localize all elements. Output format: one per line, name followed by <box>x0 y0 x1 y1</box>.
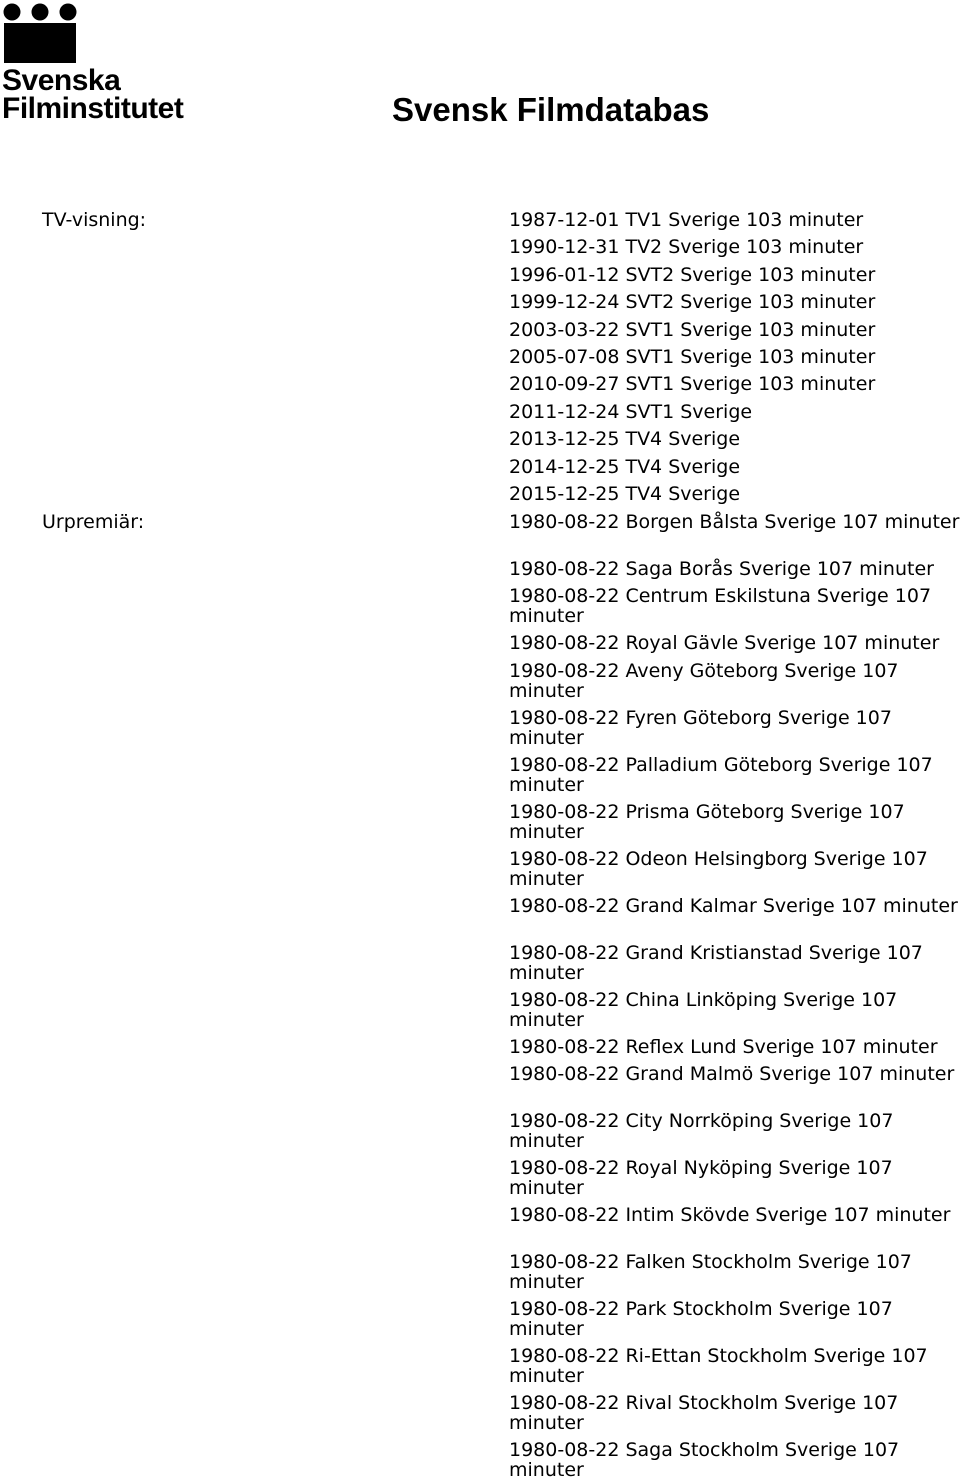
list-item: 1980-08-22 Grand Kristianstad Sverige 107 minuter <box>509 941 923 984</box>
list-item: 1980-08-22 City Norrköping Sverige 107 minuter <box>509 1110 894 1153</box>
list-item: 2015-12-25 TV4 Sverige <box>509 482 741 505</box>
premiere-label: Urpremiär: <box>42 511 145 533</box>
list-item: 1980-08-22 Park Stockholm Sverige 107 minuter <box>509 1298 893 1341</box>
list-item: 1980-08-22 Grand Malmö Sverige 107 minuter <box>509 1063 955 1086</box>
list-item: 1980-08-22 Aveny Göteborg Sverige 107 minuter <box>509 659 899 702</box>
list-item: 1980-08-22 Reflex Lund Sverige 107 minuter <box>509 1035 938 1058</box>
list-item: 2005-07-08 SVT1 Sverige 103 minuter <box>509 345 876 368</box>
list-item: 1987-12-01 TV1 Sverige 103 minuter <box>509 209 864 231</box>
list-item: 1980-08-22 Royal Nyköping Sverige 107 minuter <box>509 1157 893 1200</box>
svenska-filminstitutet-logo <box>2 2 202 126</box>
logo-text-line1: Svenska <box>2 64 121 97</box>
list-item: 1980-08-22 Royal Gävle Sverige 107 minuter <box>509 632 940 655</box>
list-item: 1980-08-22 Rival Stockholm Sverige 107 minuter <box>509 1392 899 1435</box>
list-item: 1980-08-22 Falken Stockholm Sverige 107 minuter <box>509 1251 912 1294</box>
logo-text-line2: Filminstitutet <box>2 92 184 125</box>
list-item: 2003-03-22 SVT1 Sverige 103 minuter <box>509 318 876 341</box>
list-item: 1980-08-22 Ri-Ettan Stockholm Sverige 107 minuter <box>509 1345 928 1388</box>
list-item: 2010-09-27 SVT1 Sverige 103 minuter <box>509 373 876 396</box>
page-title: Svensk Filmdatabas <box>392 91 710 128</box>
list-item: 1980-08-22 Centrum Eskilstuna Sverige 107 minuter <box>509 585 932 628</box>
list-item: 1996-01-12 SVT2 Sverige 103 minuter <box>509 263 876 286</box>
list-item: 1999-12-24 SVT2 Sverige 103 minuter <box>509 291 876 314</box>
list-item: 1980-08-22 Palladium Göteborg Sverige 107 minuter <box>509 753 933 796</box>
list-item: 1980-08-22 Saga Borås Sverige 107 minuter <box>509 558 934 580</box>
list-item: 1980-08-22 Fyren Göteborg Sverige 107 minuter <box>509 706 892 749</box>
tv-screenings-label: TV-visning: <box>42 209 147 231</box>
list-item: 1980-08-22 China Linköping Sverige 107 minuter <box>509 988 898 1031</box>
list-item: 2014-12-25 TV4 Sverige <box>509 455 741 478</box>
list-item: 1980-08-22 Intim Skövde Sverige 107 minuter <box>509 1204 951 1227</box>
tv-screenings-list <box>509 207 960 508</box>
list-item: 1980-08-22 Saga Stockholm Sverige 107 minuter <box>509 1439 900 1482</box>
premiere-list <box>509 509 960 1484</box>
list-item: 2011-12-24 SVT1 Sverige <box>509 400 753 423</box>
list-item: 1990-12-31 TV2 Sverige 103 minuter <box>509 236 864 259</box>
list-item: 1980-08-22 Prisma Göteborg Sverige 107 minuter <box>509 800 905 843</box>
logo-mark-icon <box>2 2 82 64</box>
list-item: 1980-08-22 Grand Kalmar Sverige 107 minuter <box>509 894 958 917</box>
list-item: 1980-08-22 Borgen Bålsta Sverige 107 minuter <box>509 511 960 533</box>
list-item: 2013-12-25 TV4 Sverige <box>509 428 741 451</box>
list-item: 1980-08-22 Odeon Helsingborg Sverige 107 minuter <box>509 847 928 890</box>
